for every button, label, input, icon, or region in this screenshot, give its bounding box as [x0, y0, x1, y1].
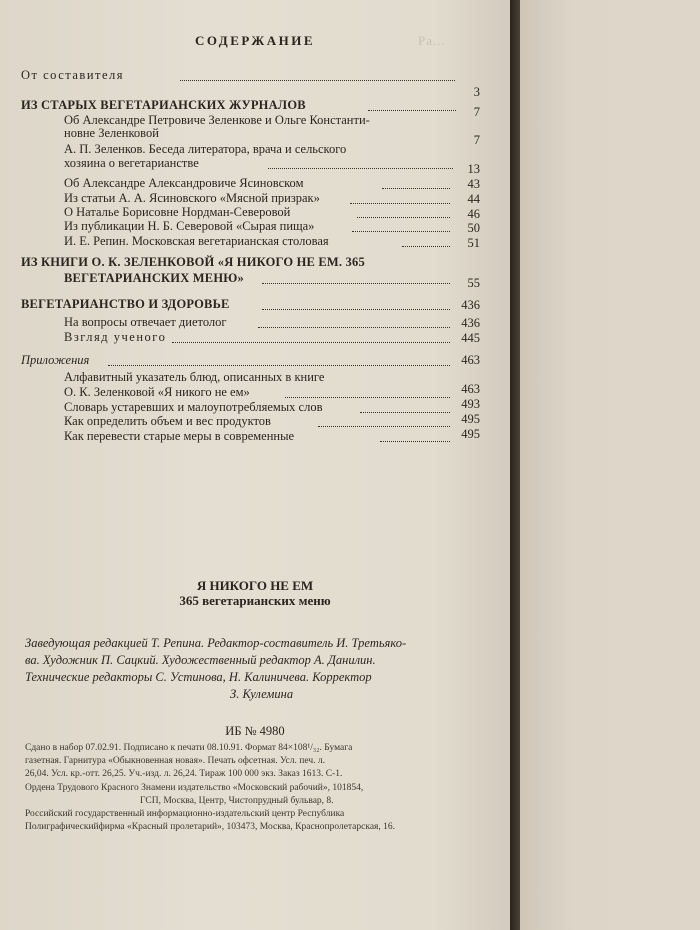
credits-line: ва. Художник П. Сацкий. Художественный редактор А. Данилин.	[25, 653, 376, 667]
dot-leader	[350, 203, 450, 204]
dot-leader	[262, 283, 450, 284]
page-number: 43	[467, 177, 480, 191]
toc-section-heading: ИЗ КНИГИ О. К. ЗЕЛЕНКОВОЙ «Я НИКОГО НЕ ЕМ. 365	[21, 255, 365, 269]
ib-number: ИБ № 4980	[225, 724, 285, 738]
publication-details-line: ГСП, Москва, Центр, Чистопрудный бульвар, 8.	[140, 796, 334, 806]
page-number: 436	[461, 298, 480, 312]
toc-entry: новне Зеленковой	[64, 126, 159, 140]
publication-details-line: Сдано в набор 07.02.91. Подписано к печати 08.10.91. Формат 84×108¹/₃₂. Бумага	[25, 743, 353, 753]
dot-leader	[108, 365, 450, 366]
toc-entry: И. Е. Репин. Московская вегетарианская столовая	[64, 234, 329, 248]
page-number: 495	[461, 412, 480, 426]
toc-entry: А. П. Зеленков. Беседа литератора, врача и сельского	[64, 142, 347, 156]
publication-details-line: газетная. Гарнитура «Обыкновенная новая». Печать офсетная. Усл. печ. л.	[25, 756, 325, 766]
dot-leader	[382, 188, 450, 189]
toc-entry: О. К. Зеленковой «Я никого не ем»	[64, 385, 250, 399]
page-number: 463	[461, 353, 480, 367]
publication-details-line: Полиграфическийфирма «Красный пролетарий», 103473, Москва, Краснопролетарская, 16.	[25, 822, 396, 832]
book-title: Я НИКОГО НЕ ЕМ	[196, 578, 314, 593]
toc-entry: На вопросы отвечает диетолог	[64, 315, 227, 329]
dot-leader	[380, 441, 450, 442]
dot-leader	[368, 110, 456, 111]
page-number: 44	[467, 192, 480, 206]
bleed-through-text: Pa...	[418, 33, 446, 48]
dot-leader	[268, 168, 453, 169]
toc-entry: Об Александре Александровиче Ясиновском	[64, 176, 304, 190]
dot-leader	[360, 412, 450, 413]
page-number: 436	[461, 316, 480, 330]
publication-details-line: Ордена Трудового Красного Знамени издательство «Московский рабочий», 101854,	[25, 783, 364, 793]
toc-entry: От составителя	[21, 68, 125, 82]
dot-leader	[180, 80, 455, 81]
page-number: 3	[473, 85, 480, 99]
dot-leader	[285, 397, 450, 398]
page-number: 493	[461, 397, 480, 411]
book-gutter	[510, 0, 520, 930]
toc-entry: Как перевести старые меры в современные	[64, 429, 295, 443]
dot-leader	[172, 342, 450, 343]
dot-leader	[318, 426, 450, 427]
credits-line: Технические редакторы С. Устинова, Н. Калиничева. Корректор	[25, 670, 372, 684]
toc-section-heading: ВЕГЕТАРИАНСТВО И ЗДОРОВЬЕ	[21, 297, 230, 311]
toc-entry: Алфавитный указатель блюд, описанных в книге	[64, 370, 325, 384]
page-number: 50	[467, 221, 480, 235]
toc-entry: О Наталье Борисовне Нордман-Северовой	[64, 205, 291, 219]
toc-section-heading: Приложения	[21, 353, 90, 367]
book-page-right	[520, 0, 700, 930]
page-number: 46	[467, 207, 480, 221]
dot-leader	[357, 217, 450, 218]
book-subtitle: 365 вегетарианских меню	[179, 593, 331, 608]
dot-leader	[258, 327, 450, 328]
toc-entry: Как определить объем и вес продуктов	[64, 414, 271, 428]
page-number: 495	[461, 427, 480, 441]
dot-leader	[262, 309, 450, 310]
page-number: 13	[467, 162, 480, 176]
credits-line: З. Кулемина	[230, 687, 294, 701]
dot-leader	[402, 246, 450, 247]
page-number: 7	[473, 133, 480, 147]
page-number: 51	[467, 236, 480, 250]
publication-details-line: 26,04. Усл. кр.-отт. 26,25. Уч.-изд. л. 26,24. Тираж 100 000 экз. Заказ 1613. С-1.	[25, 769, 343, 779]
toc-entry: Словарь устаревших и малоупотребляемых слов	[64, 400, 323, 414]
toc-section-heading: ИЗ СТАРЫХ ВЕГЕТАРИАНСКИХ ЖУРНАЛОВ	[21, 98, 306, 112]
page-number: 445	[461, 331, 480, 345]
toc-entry: Из публикации Н. Б. Северовой «Сырая пища»	[64, 219, 315, 233]
toc-title: СОДЕРЖАНИЕ	[194, 33, 316, 48]
dot-leader	[352, 231, 450, 232]
page-number: 463	[461, 382, 480, 396]
credits-line: Заведующая редакцией Т. Репина. Редактор-составитель И. Третьяко-	[25, 636, 407, 650]
toc-section-heading: ВЕГЕТАРИАНСКИХ МЕНЮ»	[64, 271, 244, 285]
toc-entry: хозяина о вегетарианстве	[64, 156, 199, 170]
publication-details-line: Российский государственный информационно-издательский центр Республика	[25, 809, 345, 819]
toc-entry: Из статьи А. А. Ясиновского «Мясной призрак»	[64, 191, 320, 205]
toc-entry: Взгляд ученого	[64, 330, 167, 344]
toc-entry: Об Александре Петровиче Зеленкове и Ольге Константи-	[64, 113, 370, 127]
page-number: 7	[473, 105, 480, 119]
page-number: 55	[467, 276, 480, 290]
